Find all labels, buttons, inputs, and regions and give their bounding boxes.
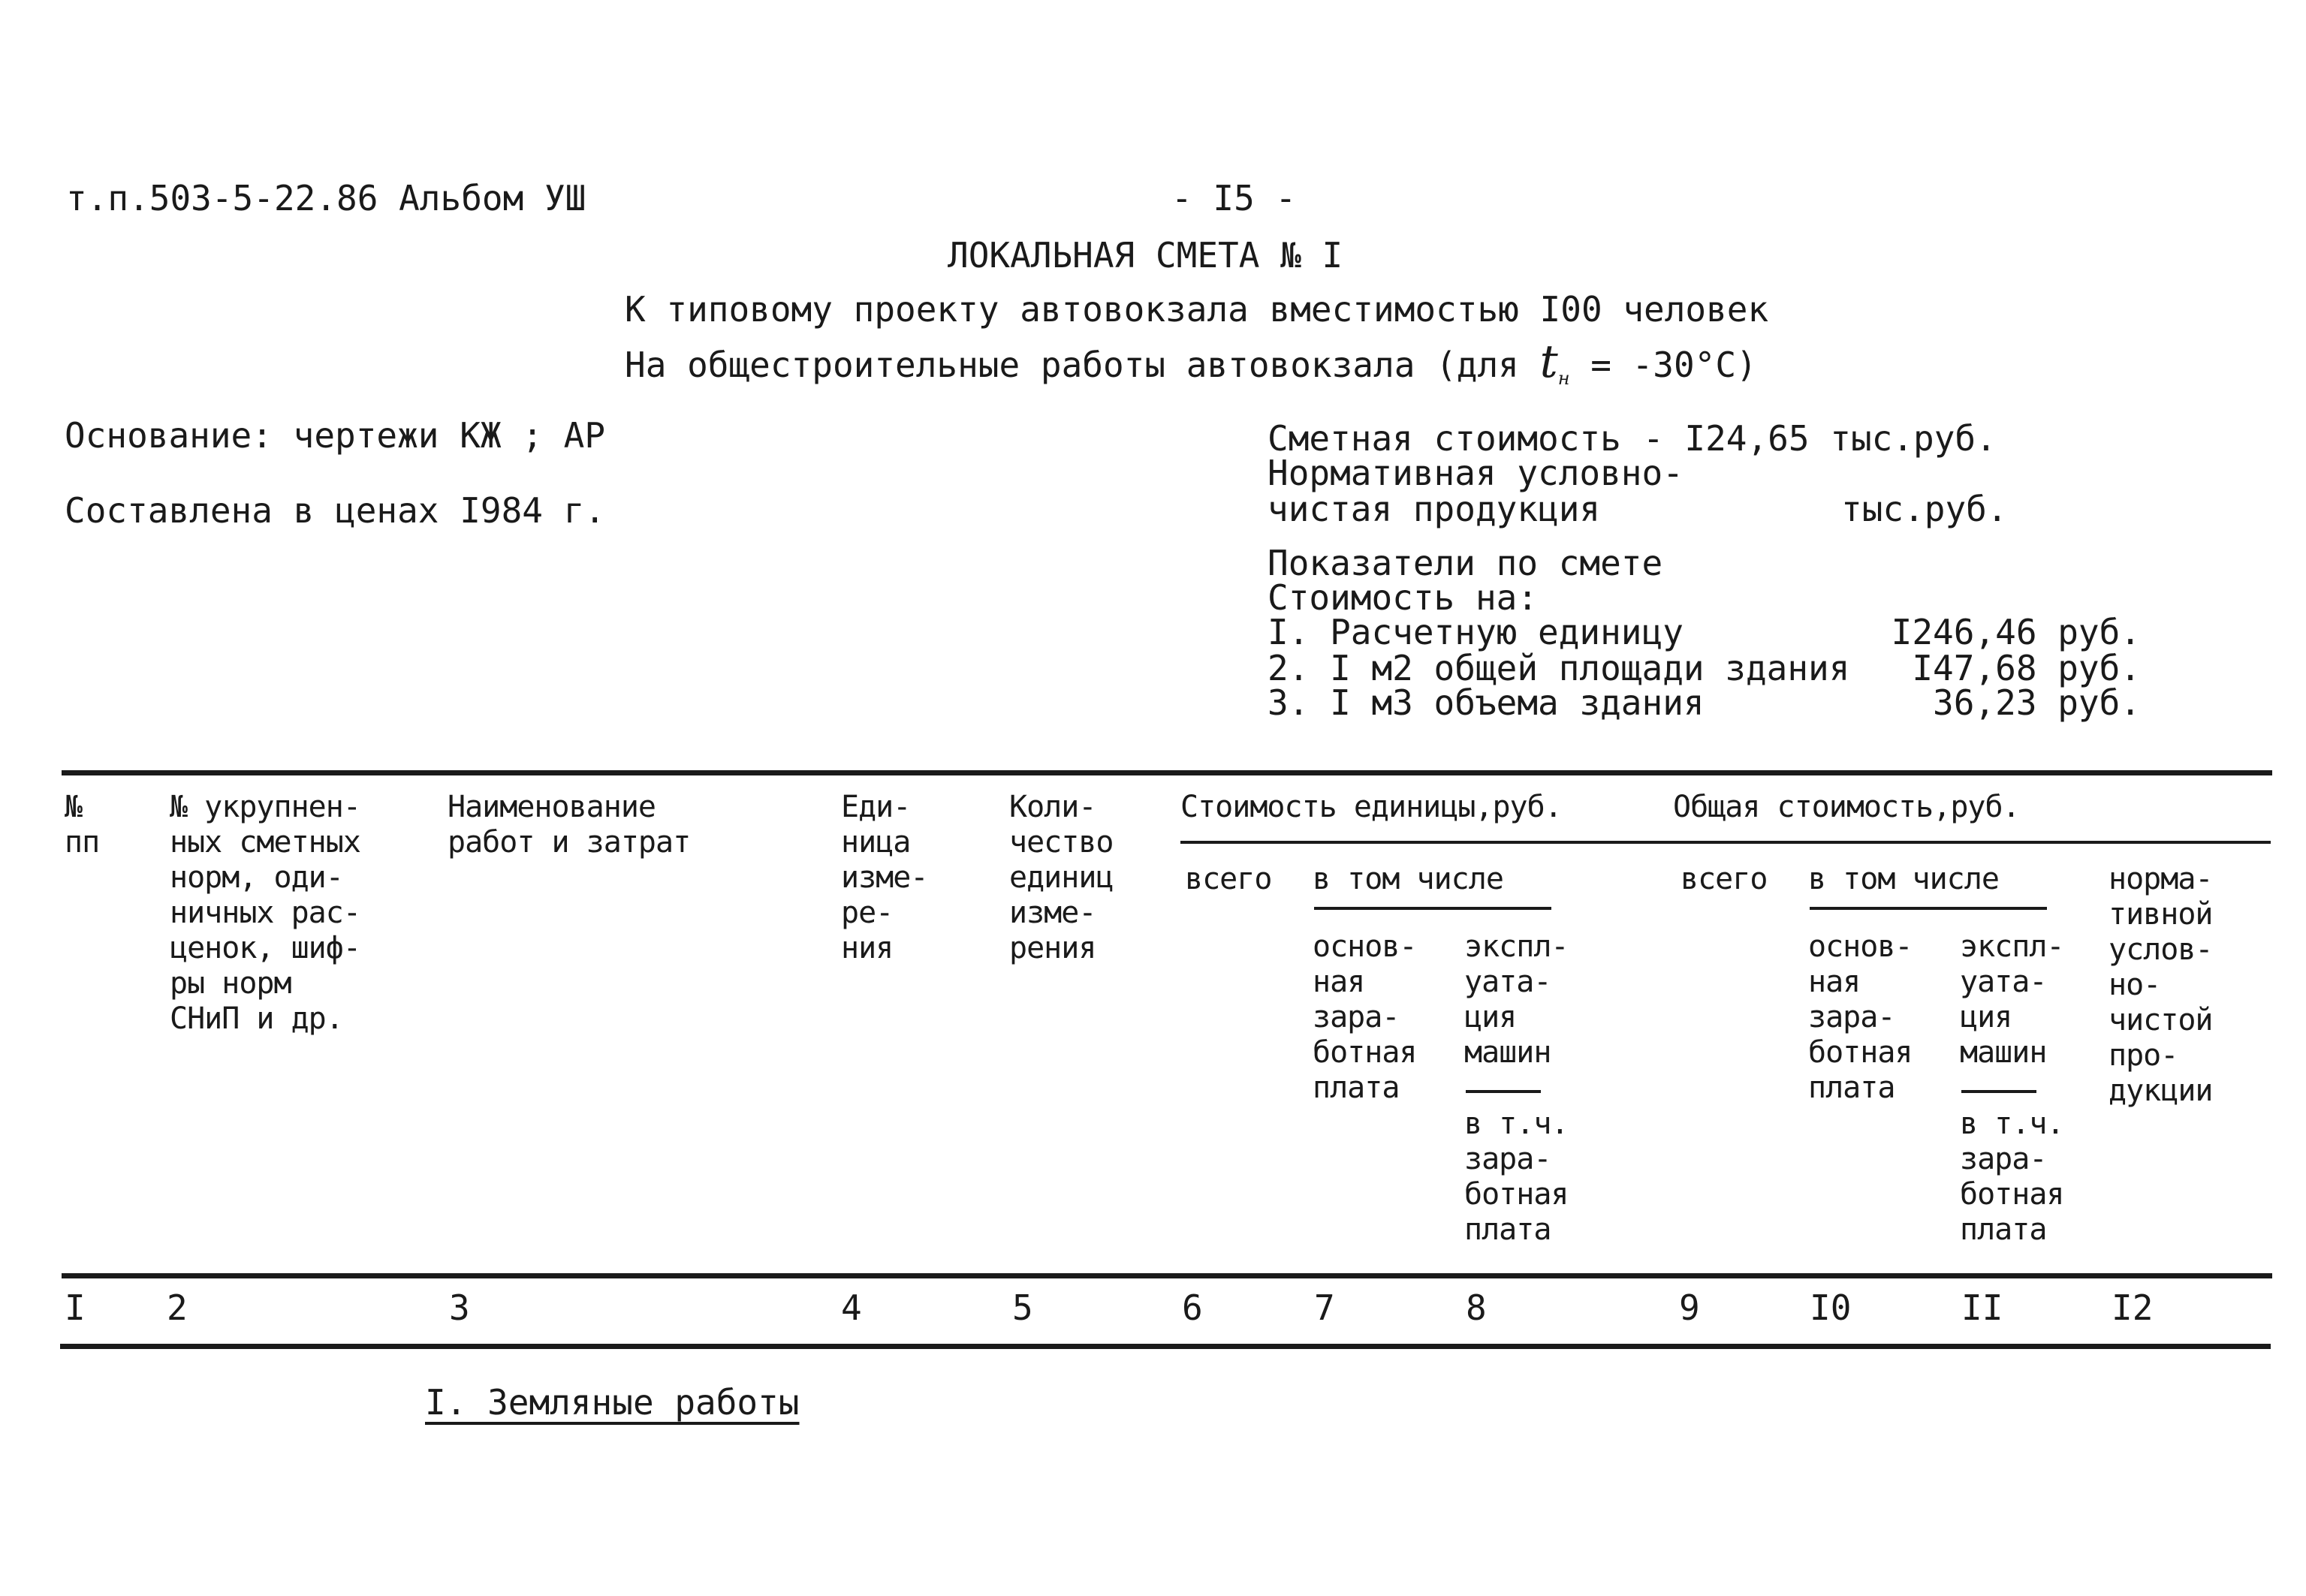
unit-cost-base-wage: основ- ная зара- ботная плата <box>1313 929 1417 1105</box>
table-top-rule <box>62 770 2272 775</box>
total-cost-including-header: в том числе <box>1808 862 1999 896</box>
indicators-title: Показатели по смете <box>1268 543 1663 583</box>
subtitle-works-prefix: На общестроительные работы автовокзала (для <box>625 345 1519 385</box>
indicator-label: I. Расчетную единицу <box>1268 612 1684 652</box>
column-number: II <box>1961 1287 2003 1328</box>
normative-label-line2: чистая продукция <box>1268 489 1601 529</box>
total-cost-machine-operation: экспл- уата- ция машин <box>1960 929 2064 1070</box>
total-cost-machine-wage: в т.ч. зара- ботная плата <box>1960 1107 2064 1247</box>
temperature-subscript: н <box>1557 368 1570 390</box>
temperature-variable: t <box>1539 336 1558 388</box>
indicator-value: 36,23 руб. <box>1933 682 2141 723</box>
unit-cost-machine-wage: в т.ч. зара- ботная плата <box>1464 1107 1569 1247</box>
subtitle-project: К типовому проекту автовокзала вместимостью I00 человек <box>625 289 1769 330</box>
column-number: 3 <box>449 1287 470 1328</box>
unit-cost-machine-rule <box>1466 1090 1541 1093</box>
subtitle-works <box>625 336 1757 396</box>
col-header-quantity: Коли- чество единиц изме- рения <box>1009 790 1114 965</box>
estimated-cost-value: - I24,65 тыс.руб. <box>1643 418 1997 459</box>
unit-cost-total-header: всего <box>1185 862 1272 896</box>
column-number: I0 <box>1810 1287 1852 1328</box>
column-number: 6 <box>1182 1287 1203 1328</box>
column-number: 8 <box>1466 1287 1487 1328</box>
column-numbers-bottom-rule <box>60 1344 2271 1349</box>
basis-prices: Составлена в ценах I984 г. <box>65 490 606 531</box>
total-cost-base-wage: основ- ная зара- ботная плата <box>1808 929 1913 1105</box>
indicator-value: I47,68 руб. <box>1912 648 2141 688</box>
indicator-label: 2. I м2 общей площади здания <box>1268 648 1850 688</box>
indicator-value: I246,46 руб. <box>1891 612 2141 652</box>
normative-product-header: норма- тивной услов- но- чистой про- дукции <box>2109 862 2213 1108</box>
group-header-total-cost: Общая стоимость,руб. <box>1673 790 2020 824</box>
estimated-cost-label: Сметная стоимость <box>1268 418 1621 459</box>
cost-on-label: Стоимость на: <box>1268 577 1539 618</box>
document-title: ЛОКАЛЬНАЯ СМЕТА № I <box>948 235 1343 276</box>
unit-cost-machine-operation: экспл- уата- ция машин <box>1464 929 1569 1070</box>
group-header-unit-cost: Стоимость единицы,руб. <box>1180 790 1562 824</box>
total-cost-total-header: всего <box>1681 862 1768 896</box>
column-number: 5 <box>1012 1287 1033 1328</box>
page-number: - I5 - <box>1171 178 1297 218</box>
album-reference: т.п.503-5-22.86 Альбом УШ <box>66 178 586 218</box>
section-title: I. Земляные работы <box>425 1382 800 1423</box>
normative-label-line1: Нормативная условно- <box>1268 453 1684 493</box>
column-number: I <box>65 1287 86 1328</box>
col-header-unit: Еди- ница изме- ре- ния <box>841 790 928 965</box>
total-cost-machine-rule <box>1961 1090 2036 1093</box>
indicator-label: 3. I м3 объема здания <box>1268 682 1705 723</box>
column-number: 2 <box>167 1287 188 1328</box>
col-header-number: № пп <box>65 790 100 860</box>
col-header-norm-code: № укрупнен- ных сметных норм, оди- ничных рас- ценок, шиф- ры норм СНиП и др. <box>170 790 360 1036</box>
normative-unit: тыс.руб. <box>1841 489 2008 529</box>
subtitle-works-suffix: = -30°C) <box>1590 345 1757 385</box>
unit-cost-including-rule <box>1314 907 1551 910</box>
unit-cost-including-header: в том числе <box>1313 862 1503 896</box>
column-numbers-top-rule <box>62 1273 2272 1278</box>
group-header-rule <box>1180 841 2271 844</box>
column-number: 7 <box>1314 1287 1335 1328</box>
column-number: 9 <box>1679 1287 1700 1328</box>
col-header-work-name: Наименование работ и затрат <box>448 790 691 860</box>
total-cost-including-rule <box>1810 907 2047 910</box>
column-number: 4 <box>841 1287 862 1328</box>
basis-drawings: Основание: чертежи КЖ ; АР <box>65 415 606 456</box>
column-number: I2 <box>2112 1287 2154 1328</box>
